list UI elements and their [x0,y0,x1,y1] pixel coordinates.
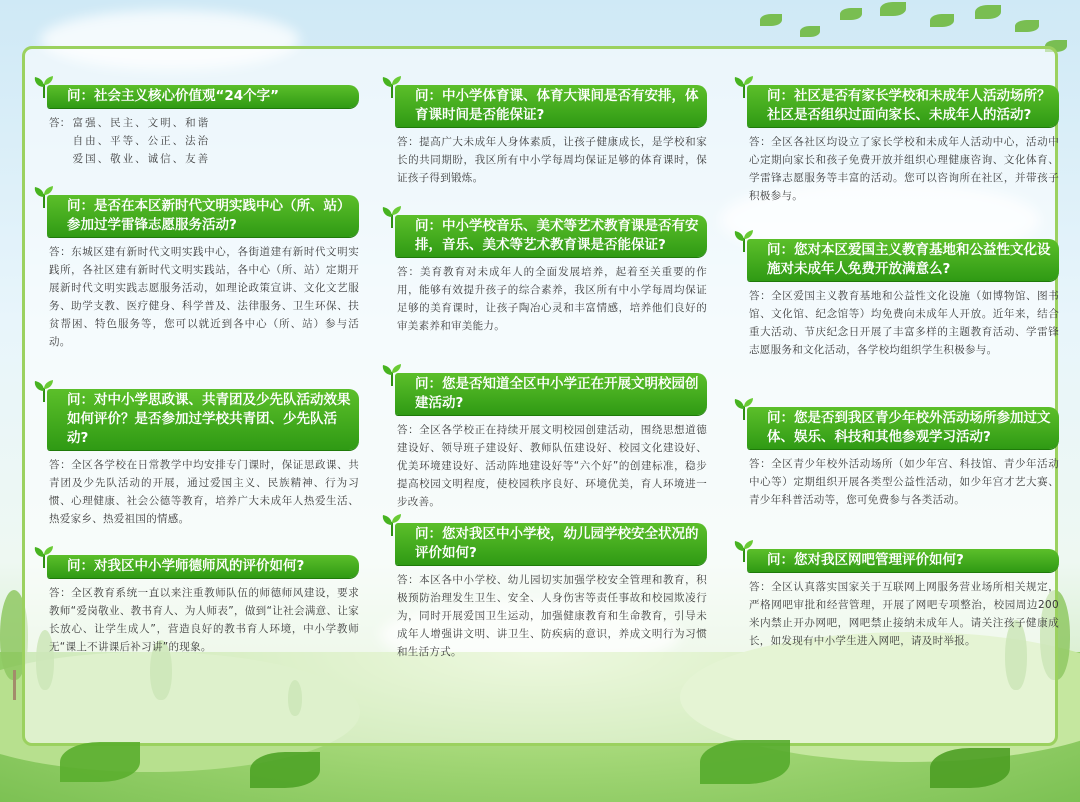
question-text: 问：您对我区中小学校，幼儿园学校安全状况的评价如何? [415,526,699,561]
answer-text: 答：全区各学校在日常教学中均安排专门课时，保证思政课、共青团及少先队活动的开展，通过爱国主义、民族精神、行为习惯、心理健康、社会公德等教育，培养广大未成年人热爱生活、热爱家乡、热爱祖国的情感。 [49,459,359,525]
leaf-decoration [840,8,862,20]
answer-lead: 答： [49,117,71,129]
question-text: 问：中小学体育课、体育大课间是否有安排，体育课时间是否能保证? [415,88,699,123]
sprout-icon [379,205,405,229]
sprout-icon [31,185,57,209]
qa-block [387,85,707,187]
leaf-decoration [930,14,954,27]
question-text: 问：是否在本区新时代文明实践中心（所、站）参加过学雷锋志愿服务活动? [67,198,351,233]
qa-block [39,85,359,168]
sprout-icon [31,75,57,99]
answer-text: 答：全区爱国主义教育基地和公益性文化设施（如博物馆、图书馆、文化馆、纪念馆等）均免费向未成年人开放。近年来，结合重大活动、节庆纪念日开展了丰富多样的主题教育活动、学雷锋志愿服务和文化活动，各学校均组织学生积极参与。 [749,290,1059,356]
leaf-decoration [880,2,906,16]
qa-block [39,555,359,656]
question-text: 问：您对本区爱国主义教育基地和公益性文化设施对未成年人免费开放满意么? [767,242,1051,277]
sprout-icon [731,75,757,99]
sprout-icon [31,545,57,569]
leaf-decoration [800,26,820,37]
qa-block [387,373,707,511]
question-heading [395,215,707,257]
qa-block [387,523,707,661]
question-text: 问：您对我区网吧管理评价如何? [767,552,964,568]
sprout-icon [731,539,757,563]
answer-text: 答：全区各学校正在持续开展文明校园创建活动，围绕思想道德建设好、领导班子建设好、教师队伍建设好、校园文化建设好、优美环境建设好、活动阵地建设好等“六个好”的创建标准，稳步提高校园文明程度，使校园秩序良好、环境优美，育人环境进一步改善。 [397,424,707,508]
sprout-icon [731,229,757,253]
answer-text: 答：全区教育系统一直以来注重教师队伍的师德师风建设，要求教师“爱岗敬业、教书育人、为人师表”，做到“让社会满意、让家长放心、让学生成人”，营造良好的教书育人环境，中小学教师无“课上不讲课后补习讲”的现象。 [49,587,359,653]
question-heading [747,239,1059,281]
qa-block [387,215,707,335]
question-heading [47,389,359,450]
answer-text: 答：全区认真落实国家关于互联网上网服务营业场所相关规定，严格网吧审批和经营管理，开展了网吧专项整治，校园周边200米内禁止开办网吧，网吧禁止接纳未成年人。请关注孩子健康成长，如发现有中小学生进入网吧，请及时举报。 [749,581,1059,647]
qa-block [739,549,1059,650]
answer-text: 答：本区各中小学校、幼儿园切实加强学校安全管理和教育，积极预防治理发生卫生、安全、人身伤害等责任事故和校园欺凌行为，同时开展爱国卫生运动，加强健康教育和生命教育，引导未成年人增强讲文明、讲卫生、防疾病的意识，养成文明行为习惯和生活方式。 [397,574,707,658]
question-heading [47,555,359,578]
leaf-decoration [250,752,320,788]
qa-block [739,239,1059,359]
qa-block [39,195,359,351]
answer-text: 答：提高广大未成年人身体素质，让孩子健康成长，是学校和家长的共同期盼，我区所有中小学每周均保证足够的体育课时，保证孩子得到锻炼。 [397,136,707,184]
question-heading [395,373,707,415]
question-text: 问：社会主义核心价值观“24个字” [67,88,280,104]
question-heading [395,85,707,127]
question-text: 问：您是否到我区青少年校外活动场所参加过文体、娱乐、科技和其他参观学习活动? [767,410,1051,445]
question-heading [747,407,1059,449]
sprout-icon [379,513,405,537]
leaf-decoration [700,740,790,784]
answer-text: 答：全区各社区均设立了家长学校和未成年人活动中心，活动中心定期向家长和孩子免费开放并组织心理健康咨询、文化体育、学雷锋志愿服务等丰富的活动。您可以咨询所在社区，并带孩子积极参与。 [749,136,1059,202]
leaf-decoration [60,742,140,782]
answer-text: 答：美育教育对未成年人的全面发展培养，起着至关重要的作用，能够有效提升孩子的综合素养，我区所有中小学每周均保证足够的美育课时，让孩子陶冶心灵和丰富情感，培养他们良好的审美素养和审美能力。 [397,266,707,332]
question-text: 问：中小学校音乐、美术等艺术教育课是否有安排，音乐、美术等艺术教育课是否能保证? [415,218,699,253]
leaf-decoration [1015,20,1039,32]
sprout-icon [31,379,57,403]
question-heading [47,85,359,108]
question-heading [747,549,1059,572]
sprout-icon [379,363,405,387]
content-panel [22,46,1058,746]
leaf-decoration [975,5,1001,19]
sprout-icon [731,397,757,421]
tree-trunk [13,670,16,700]
values-row: 爱国、敬业、诚信、友善 [72,153,211,165]
question-text: 问：对中小学思政课、共青团及少先队活动效果如何评价？是否参加过学校共青团、少先队活动? [67,392,351,446]
question-text: 问：您是否知道全区中小学正在开展文明校园创建活动? [415,376,699,411]
leaf-decoration [930,748,1010,788]
question-text: 问：社区是否有家长学校和未成年人活动场所？社区是否组织过面向家长、未成年人的活动? [767,88,1051,123]
answer-text: 答：东城区建有新时代文明实践中心，各街道建有新时代文明实践所，各社区建有新时代文明实践站，各中心（所、站）定期开展新时代文明实践志愿服务活动，如理论政策宣讲、文化文艺服务、助学支教、医疗健身、科学普及、法律服务、卫生环保、扶贫帮困、特色服务等，您可以就近到各中心（所、站）参与活动。 [49,246,359,348]
answer-text: 答：全区青少年校外活动场所（如少年宫、科技馆、青少年活动中心等）定期组织开展各类型公益性活动，如少年宫才艺大赛、青少年科普活动等，您可免费参与各类活动。 [749,458,1059,506]
values-row: 富强、民主、文明、和谐 [72,117,211,129]
question-heading [747,85,1059,127]
leaf-decoration [760,14,782,26]
question-text: 问：对我区中小学师德师风的评价如何? [67,558,305,574]
answer-text [49,114,359,168]
values-list [73,114,211,168]
qa-block [39,389,359,528]
question-heading [395,523,707,565]
sprout-icon [379,75,405,99]
qa-block [739,85,1059,205]
qa-block [739,407,1059,509]
question-heading [47,195,359,237]
values-row: 自由、平等、公正、法治 [72,135,211,147]
